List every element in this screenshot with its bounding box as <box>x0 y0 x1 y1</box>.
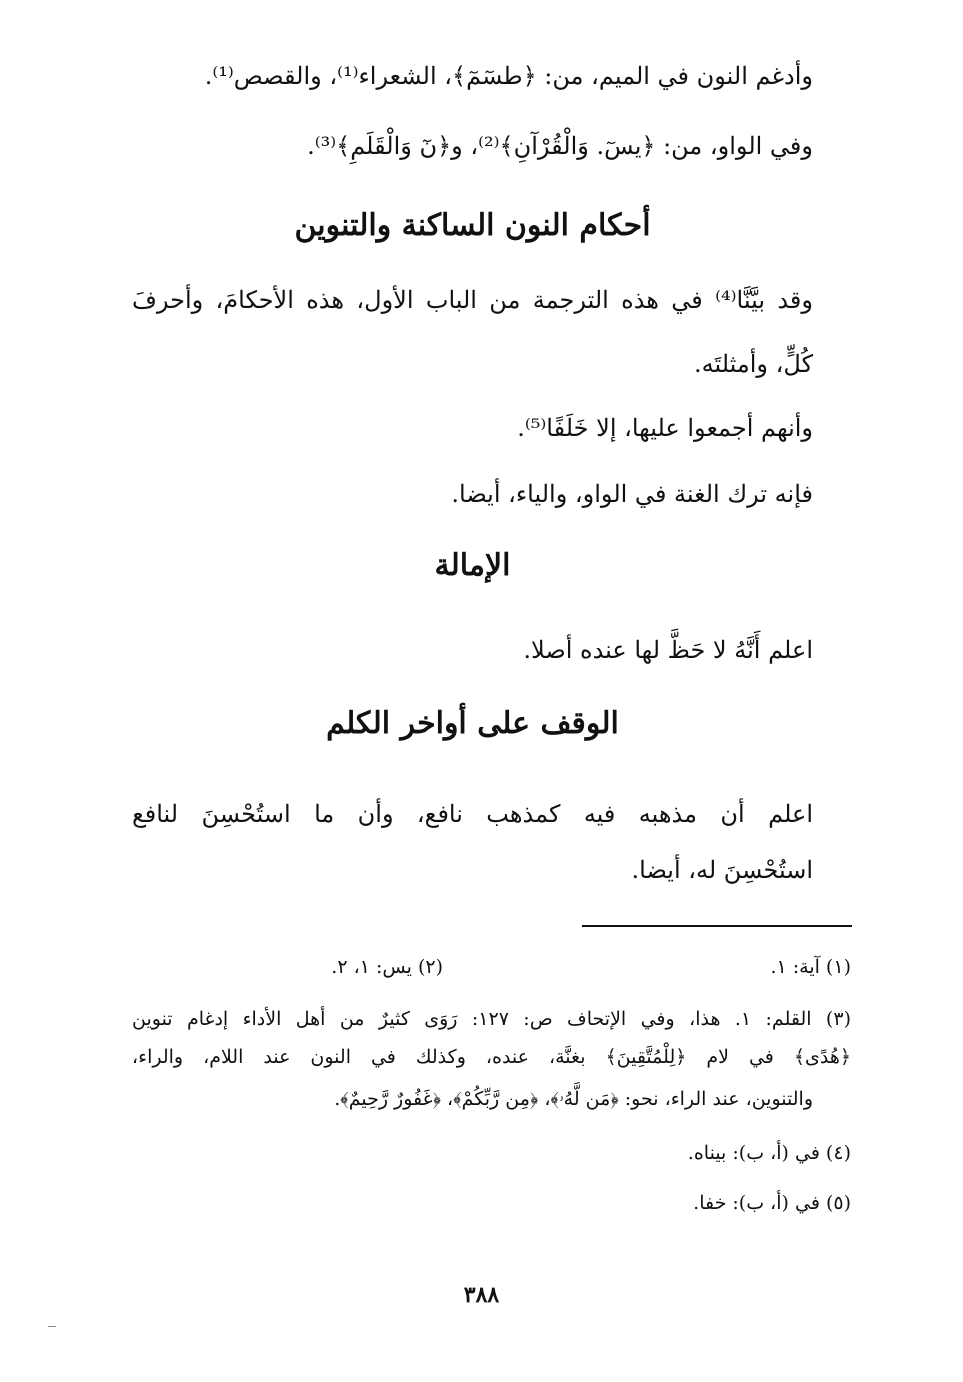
page-number: ٣٨٨ <box>463 1282 500 1308</box>
paragraph-line: كُلٍّ، وأمثلتَه. <box>693 350 813 378</box>
footnote-3-line: والتنوين، عند الراء، نحو: ﴿مَن لَّهُۥ﴾، ﴿مِن رَّبِّكُمْ﴾، ﴿غَفُورٌ رَّحِيمٌ﴾. <box>334 1088 813 1110</box>
section-heading-noon-sakinah: أحكام النون الساكنة والتنوين <box>294 208 651 243</box>
footnote-3-line: (٣) القلم: ١. هذا، وفي الإتحاف ص: ١٢٧: رَوَى كثيرٌ من أهل الأداء إدغام تنوين <box>132 1008 851 1030</box>
footnote-separator <box>582 925 852 927</box>
footnote-1: (١) آية: ١. <box>770 956 851 978</box>
paragraph-line: وأنهم أجمعوا عليها، إلا خَلَفًا⁽⁵⁾. <box>517 414 813 442</box>
footnote-3-line: ﴿هُدًى﴾ في لام ﴿لِلْمُتَّقِينَ﴾ بغنَّة، عنده، وكذلك في النون عند اللام، والراء، <box>132 1046 851 1068</box>
footnote-5: (٥) في (أ، ب): خفا. <box>693 1192 851 1214</box>
section-heading-imalah: الإمالة <box>434 548 511 583</box>
paragraph-line: استُحْسِنَ له، أيضا. <box>631 856 813 884</box>
paragraph-line: فإنه ترك الغنة في الواو، والياء، أيضا. <box>451 480 813 508</box>
footnote-2: (٢) يس: ١، ٢. <box>331 956 443 978</box>
paragraph-line: اعلم أَنَّهُ لا حَظَّ لها عنده أصلا. <box>523 636 813 664</box>
paragraph-line: وقد بيَّنَّا⁽⁴⁾ في هذه الترجمة من الباب الأول، هذه الأحكامَ، وأحرفَ <box>132 286 813 314</box>
footnote-4: (٤) في (أ، ب): بيناه. <box>687 1142 851 1164</box>
paragraph-line: اعلم أن مذهبه فيه كمذهب نافع، وأن ما استُحْسِنَ لنافع <box>132 800 813 828</box>
text-line-idgham-meem: وأدغم النون في الميم، من: ﴿طسٓمٓ﴾، الشعراء⁽¹⁾، والقصص⁽¹⁾. <box>204 62 813 90</box>
section-heading-waqf: الوقف على أواخر الكلم <box>326 706 619 741</box>
scan-mark <box>48 1326 56 1327</box>
text-line-idgham-waw: وفي الواو، من: ﴿يسٓ. وَالْقُرْآنِ﴾⁽²⁾، و﴿نٓ وَالْقَلَمِ﴾⁽³⁾. <box>307 132 813 160</box>
